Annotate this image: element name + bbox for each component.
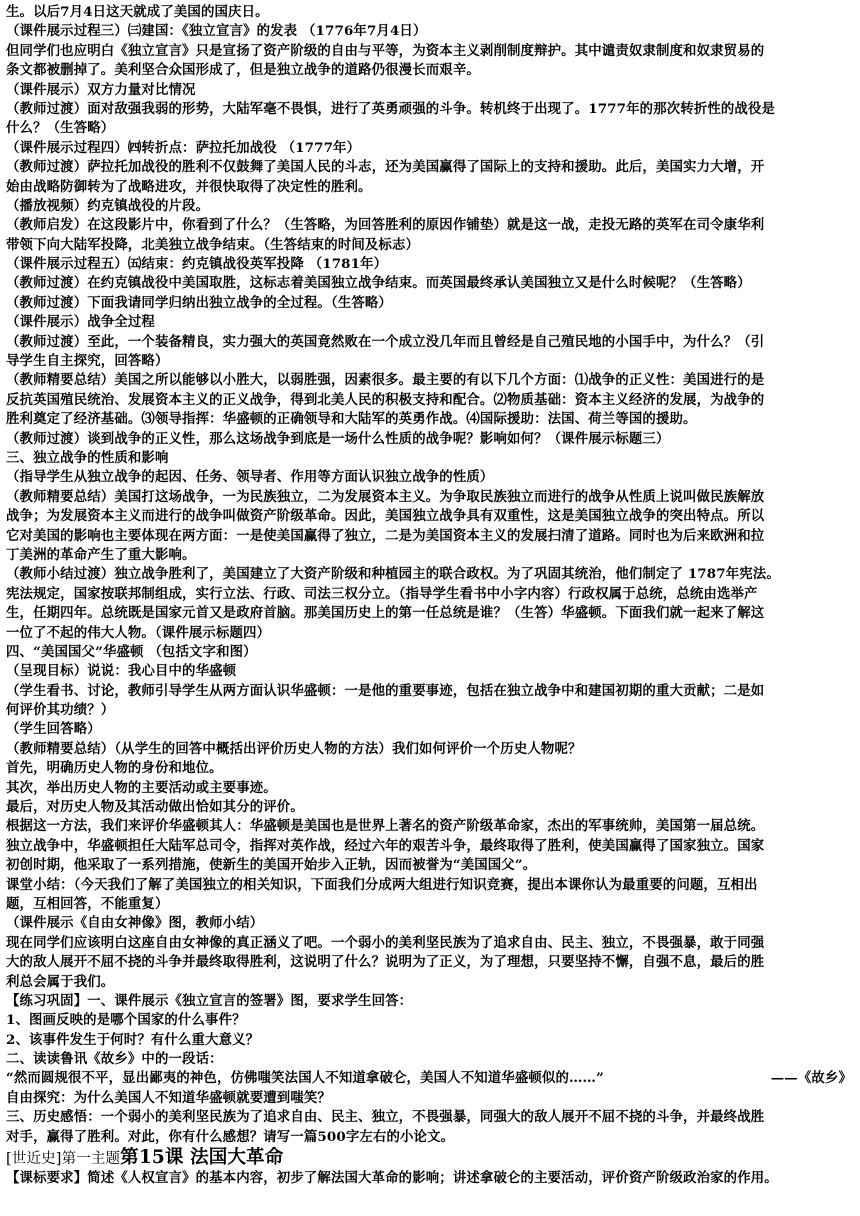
text-line: 现在同学们应该明白这座自由女神像的真正涵义了吧。一个弱小的美利坚民族为了追求自由、民主、独立，不畏强暴，敢于同强	[6, 934, 765, 951]
text-line: （呈现目标）说说：我心目中的华盛顿	[6, 663, 237, 680]
text-line: 但同学们也应明白《独立宣言》只是宣扬了资产阶级的自由与平等，为资本主义剥削制度辩护。其中谴责奴隶制度和奴隶贸易的	[6, 42, 765, 59]
text-line: （教师精要总结）美国打这场战争，一为民族独立，二为发展资本主义。为争取民族独立而进行的战争从性质上说叫做民族解放	[6, 488, 765, 505]
text-line: （课件展示）双方力量对比情况	[6, 81, 196, 98]
text-line: 反抗英国殖民统治、发展资本主义的正义战争，得到北美人民的积极支持和配合。⑵物质基础：资本主义经济的发展，为战争的	[6, 391, 765, 408]
lesson-prefix: [世近史]第一主题	[6, 1151, 121, 1168]
document-body	[6, 3, 854, 1069]
text-line: （教师过渡）萨拉托加战役的胜利不仅鼓舞了美国人民的斗志，还为美国赢得了国际上的支持和援助。此后，美国实力大增，开	[6, 159, 765, 176]
text-line: 生，任期四年。总统既是国家元首又是政府首脑。那美国历史上的第一任总统是谁？（生答）华盛顿。下面我们就一起来了解这	[6, 605, 765, 622]
text-line: （教师过渡）至此，一个装备精良，实力强大的英国竟然败在一个成立没几年而且曾经是自己殖民地的小国手中，为什么？（引	[6, 333, 765, 350]
text-line: 它对美国的影响也主要体现在两方面：一是使美国赢得了独立，二是为美国资本主义的发展扫清了道路。同时也为后来欧洲和拉	[6, 527, 765, 544]
text-line: （教师启发）在这段影片中，你看到了什么？（生答略，为回答胜利的原因作铺垫）就是这一战，走投无路的英军在司令康华利	[6, 217, 765, 234]
text-line: 首先，明确历史人物的身份和地位。	[6, 760, 223, 777]
text-line: 始由战略防御转为了战略进攻，并很快取得了决定性的胜利。	[6, 178, 372, 195]
text-line: 大的敌人展开不屈不挠的斗争并最终取得胜利，这说明了什么？说明为了正义，为了理想，只要坚持不懈，自强不息，最后的胜	[6, 954, 765, 971]
text-line: 什么？（生答略）	[6, 120, 115, 137]
text-line: 课堂小结：（今天我们了解了美国独立的相关知识，下面我们分成两大组进行知识竞赛，提出本课你认为最重要的问题，互相出	[6, 876, 758, 893]
text-line: 三、历史感悟：一个弱小的美利坚民族为了追求自由、民主、独立，不畏强暴，同强大的敌人展开不屈不挠的斗争，并最终战胜	[6, 1109, 765, 1126]
text-line: 其次，举出历史人物的主要活动或主要事迹。	[6, 779, 277, 796]
text-line: 题，互相回答，不能重复）	[6, 895, 169, 912]
text-line: 对手，赢得了胜利。对此，你有什么感想？请写一篇500字左右的小论文。	[6, 1128, 455, 1145]
text-line: （教师小结过渡）独立战争胜利了，美国建立了大资产阶级和种植园主的联合政权。为了巩固其统治，他们制定了 1787年宪法。	[6, 566, 780, 583]
text-line: 自由探究：为什么美国人不知道华盛顿就要遭到嗤笑？	[6, 1089, 331, 1106]
text-line: 初创时期，他采取了一系列措施，使新生的美国开始步入正轨，因而被誉为“美国国父”。	[6, 857, 537, 874]
text-line: 二、读读鲁讯《故乡》中的一段话：	[6, 1051, 223, 1068]
text-line: 条文都被删掉了。美利坚合众国形成了，但是独立战争的道路仍很漫长而艰辛。	[6, 62, 480, 79]
text-line: 三、独立战争的性质和影响	[6, 449, 169, 466]
text-line: 胜利奠定了经济基础。⑶领导指挥：华盛顿的正确领导和大陆军的英勇作战。⑷国际援助：法国、荷兰等国的援助。	[6, 411, 697, 428]
curriculum-requirement: 【课标要求】简述《人权宣言》的基本内容，初步了解法国大革命的影响；讲述拿破仑的主要活动，评价资产阶级政治家的作用。	[6, 1170, 778, 1187]
text-line: （课件展示《自由女神像》图，教师小结）	[6, 915, 264, 932]
text-line: （教师过渡）谈到战争的正义性，那么这场战争到底是一场什么性质的战争呢？影响如何？（课件展示标题三）	[6, 430, 670, 447]
text-line: （学生看书、讨论，教师引导学生从两方面认识华盛顿：一是他的重要事迹，包括在独立战争中和建国初期的重大贡献；二是如	[6, 682, 765, 699]
text-line: 2、该事件发生于何时？有什么重大意义？	[6, 1031, 260, 1048]
text-line: （指导学生从独立战争的起因、任务、领导者、作用等方面认识独立战争的性质）	[6, 469, 494, 486]
text-line: （播放视频）约克镇战役的片段。	[6, 197, 210, 214]
text-line: 生。以后7月4日这天就成了美国的国庆日。	[6, 4, 269, 20]
text-line: （教师精要总结）美国之所以能够以小胜大，以弱胜强，因素很多。最主要的有以下几个方面：⑴战争的正义性：美国进行的是	[6, 372, 765, 389]
text-line: （学生回答略）	[6, 721, 101, 738]
text-line: （教师精要总结）（从学生的回答中概括出评价历史人物的方法）我们如何评价一个历史人物呢？	[6, 740, 582, 757]
lesson-title: 第15课 法国大革命	[120, 1147, 284, 1169]
text-line: 【练习巩固】一、课件展示《独立宣言的签署》图，要求学生回答：	[6, 992, 413, 1009]
text-line: 利总会属于我们。	[6, 973, 115, 990]
text-line: 最后，对历史人物及其活动做出恰如其分的评价。	[6, 799, 304, 816]
text-line: 丁美洲的革命产生了重大影响。	[6, 546, 196, 563]
text-line: 导学生自主探究，回答略）	[6, 353, 169, 370]
lesson-heading	[6, 1147, 854, 1169]
text-line: 1、图画反映的是哪个国家的什么事件？	[6, 1012, 246, 1029]
text-line: 带领下向大陆军投降，北美独立战争结束。（生答结束的时间及标志）	[6, 236, 420, 253]
quote-text: “然而圆规很不平，显出鄙夷的神色，仿佛嗤笑法国人不知道拿破仑，美国人不知道华盛顿似的……”	[6, 1070, 604, 1087]
text-line: 一位了不起的伟大人物。（课件展示标题四）	[6, 624, 271, 641]
text-line: （课件展示过程四）㈣转折点：萨拉托加战役 （1777年）	[6, 139, 361, 156]
text-line: （教师过渡）面对敌强我弱的形势，大陆军毫不畏惧，进行了英勇顽强的斗争。转机终于出现了。1777年的那次转折性的战役是	[6, 100, 776, 117]
text-line: （教师过渡）在约克镇战役中美国取胜，这标志着美国独立战争结束。而英国最终承认美国独立又是什么时候呢？（生答略）	[6, 275, 751, 292]
document-body-continued	[6, 1089, 854, 1147]
text-line: （课件展示过程五）㈤结束：约克镇战役英军投降 （1781年）	[6, 256, 388, 273]
text-line: （课件展示）战争全过程	[6, 314, 155, 331]
quote-source: ——《故乡》	[770, 1070, 852, 1087]
text-line: 宪法规定，国家按联邦制组成，实行立法、行政、司法三权分立。（指导学生看书中小字内容）行政权属于总统，总统由选举产	[6, 585, 758, 602]
text-line: 四、“美国国父”华盛顿 （包括文字和图）	[6, 643, 257, 660]
text-line: 战争；为发展资本主义而进行的战争叫做资产阶级革命。因此，美国独立战争具有双重性，这是美国独立战争的突出特点。所以	[6, 508, 765, 525]
text-line: 根据这一方法，我们来评价华盛顿其人：华盛顿是美国也是世界上著名的资产阶级革命家，杰出的军事统帅，美国第一届总统。	[6, 818, 765, 835]
text-line: （教师过渡）下面我请同学归纳出独立战争的全过程。（生答略）	[6, 294, 392, 311]
text-line: （课件展示过程三）㈢建国：《独立宣言》的发表 （1776年7月4日）	[6, 23, 427, 40]
text-line: 独立战争中，华盛顿担任大陆军总司令，指挥对英作战，经过六年的艰苦斗争，最终取得了胜利，使美国赢得了国家独立。国家	[6, 837, 765, 854]
quote-line	[6, 1069, 854, 1088]
text-line: 何评价其功绩？）	[6, 702, 115, 719]
